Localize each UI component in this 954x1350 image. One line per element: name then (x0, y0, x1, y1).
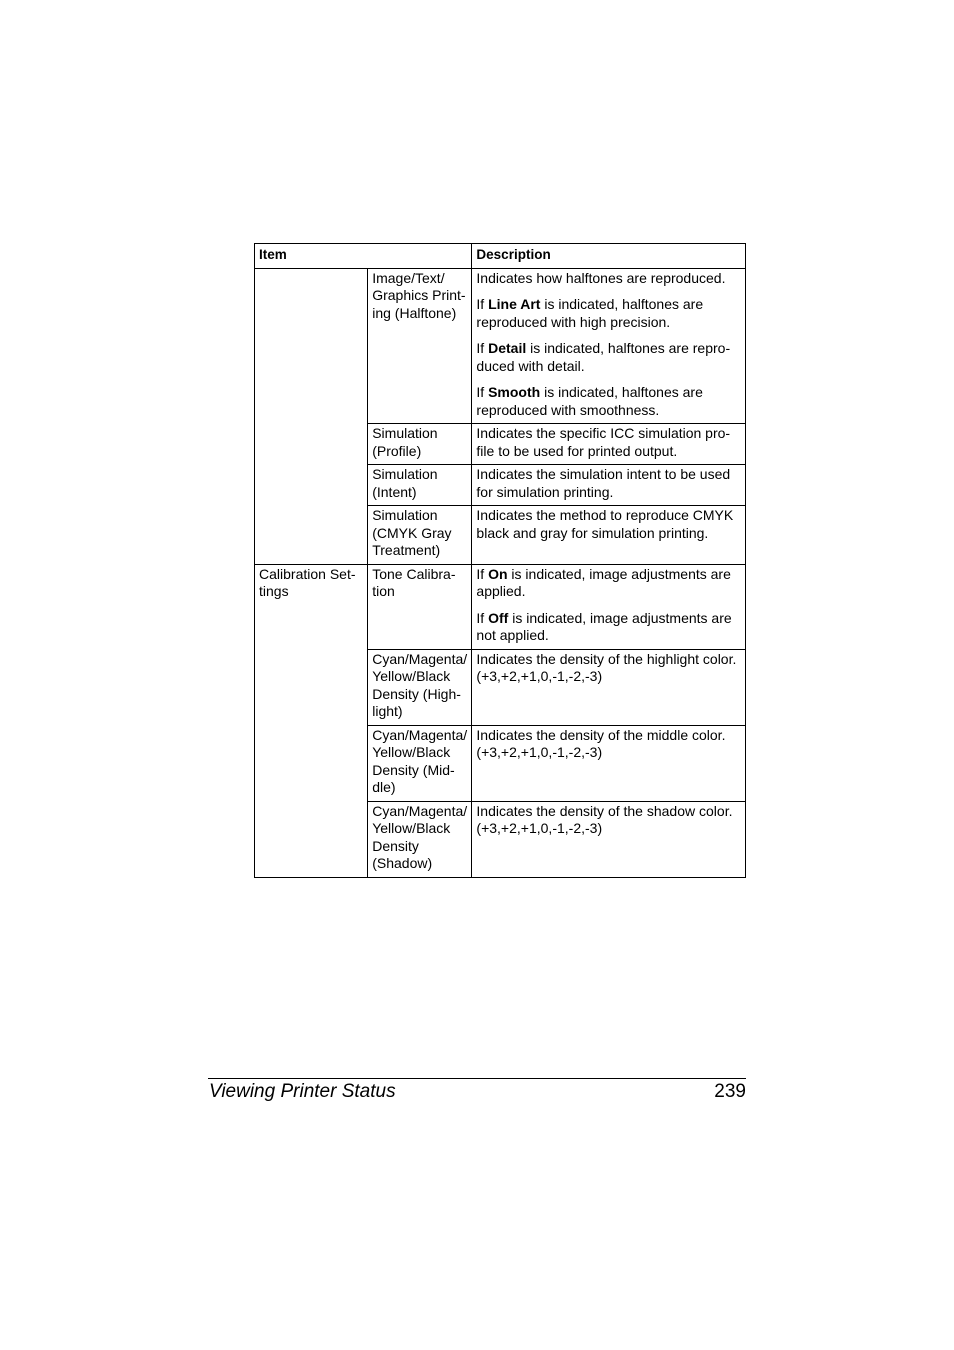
description-cell (472, 564, 746, 649)
settings-table (254, 243, 746, 878)
description-text: Indicates the density of the shadow color. (476, 802, 733, 819)
subitem-label: Simulation (CMYK Gray Treatment) (372, 507, 452, 558)
description-cell (472, 649, 746, 725)
description-text: Indicates the method to reproduce CMYK black and gray for simulation printing. (476, 507, 734, 541)
subitem-label: Image/Text/ Graphics Print- ing (Halftone) (372, 269, 466, 321)
option-name: Line Art (488, 296, 541, 312)
item-label: Calibration Set- tings (259, 565, 356, 599)
description-cell (472, 801, 746, 877)
subitem-cell (368, 465, 472, 506)
description-text: If Smooth is indicated, halftones are reproduced with smoothness. (476, 384, 703, 418)
subitem-label: Simulation (Intent) (372, 466, 438, 500)
description-text: Indicates how halftones are reproduced. (476, 269, 726, 286)
description-text: Indicates the specific ICC simulation pro- file to be used for printed output. (476, 425, 731, 459)
description-cell (472, 424, 746, 465)
value-range: (+3,+2,+1,0,-1,-2,-3) (476, 820, 603, 836)
subitem-cell (368, 725, 472, 801)
subitem-label: Simulation (Profile) (372, 425, 438, 459)
description-text: If Detail is indicated, halftones are repro- duced with detail. (476, 340, 731, 374)
footer-section-title: Viewing Printer Status (209, 1081, 396, 1102)
subitem-cell (368, 564, 472, 649)
table-row (255, 564, 746, 649)
description-cell (472, 465, 746, 506)
header-blank (368, 244, 472, 269)
header-item: Item (255, 244, 368, 269)
table-header-row (255, 244, 746, 269)
option-name: Off (488, 609, 509, 626)
value-range: (+3,+2,+1,0,-1,-2,-3) (476, 744, 603, 760)
description-text: Indicates the density of the highlight color. (476, 650, 737, 667)
subitem-label: Cyan/Magenta/ Yellow/Black Density (High- light) (372, 650, 468, 719)
description-cell (472, 506, 746, 565)
option-name: Detail (488, 340, 527, 356)
description-text: If Off is indicated, image adjustments are not applied. (476, 609, 732, 643)
option-name: Smooth (488, 384, 541, 400)
subitem-cell (368, 424, 472, 465)
subitem-cell (368, 801, 472, 877)
description-text: If On is indicated, image adjustments are applied. (476, 565, 731, 599)
option-name: On (488, 565, 508, 582)
subitem-cell (368, 268, 472, 424)
subitem-label: Tone Calibra- tion (372, 565, 456, 599)
description-text: If Line Art is indicated, halftones are reproduced with high precision. (476, 296, 704, 330)
description-cell (472, 725, 746, 801)
subitem-cell (368, 649, 472, 725)
table-row (255, 268, 746, 424)
header-description: Description (472, 244, 746, 269)
footer-divider (208, 1078, 746, 1079)
value-range: (+3,+2,+1,0,-1,-2,-3) (476, 668, 603, 684)
subitem-label: Cyan/Magenta/ Yellow/Black Density (Mid- dle) (372, 726, 468, 795)
description-text: Indicates the density of the middle color. (476, 726, 726, 743)
subitem-cell (368, 506, 472, 565)
subitem-label: Cyan/Magenta/ Yellow/Black Density (Shadow) (372, 802, 468, 871)
item-cell (255, 564, 368, 877)
page-number: 239 (714, 1081, 746, 1102)
description-cell (472, 268, 746, 424)
item-cell-blank (255, 268, 368, 564)
description-text: Indicates the simulation intent to be used for simulation printing. (476, 466, 731, 500)
